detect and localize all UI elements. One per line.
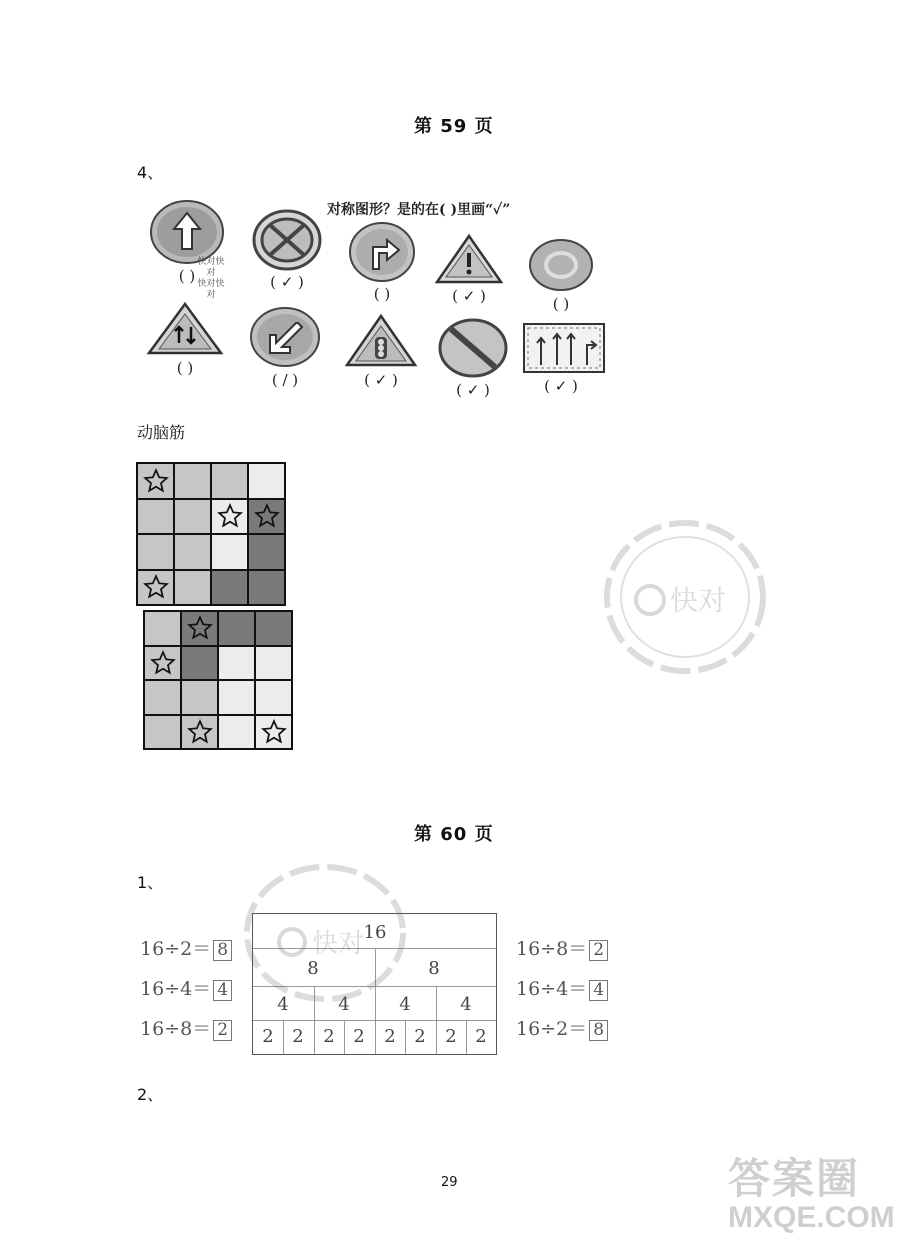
sign-answer: ( )	[178, 267, 196, 285]
grid-cell	[256, 647, 291, 680]
grid-cell	[145, 681, 180, 714]
sign-watermark-text: 快对快对 快对快对	[197, 257, 225, 300]
sign-answer: ( )	[552, 295, 570, 313]
grid-cell	[182, 647, 217, 680]
grid-cell	[138, 571, 173, 605]
star-icon	[143, 468, 169, 494]
site-watermark-top: 答案圈	[728, 1154, 861, 1203]
grid-cell	[145, 647, 180, 680]
stamp-text: 快对	[312, 929, 365, 959]
sign-answer: ( ✓ )	[364, 371, 398, 389]
sign-diagonal-arrow	[245, 305, 325, 393]
lane-direction-sign-icon	[521, 321, 607, 375]
sign-roundabout	[521, 237, 601, 317]
sign-lanes	[521, 321, 601, 399]
sign-straight-arrow	[147, 199, 227, 300]
tree-value: 4	[277, 994, 289, 1015]
grid-cell	[145, 612, 180, 645]
star-icon	[187, 719, 213, 745]
sign-two-way	[145, 301, 225, 381]
grid-cell	[212, 571, 247, 605]
page-60-heading: 第 60 页	[414, 824, 494, 845]
sign-answer: ( ✓ )	[452, 287, 486, 305]
sign-answer: ( ✓ )	[456, 381, 490, 399]
sign-answer: ( )	[373, 285, 391, 303]
warning-triangle-sign-icon	[434, 233, 504, 285]
sign-no-stopping	[247, 209, 327, 295]
question-2-label: 2、	[137, 1085, 164, 1104]
grid-cell	[182, 681, 217, 714]
grid-cell	[212, 500, 247, 534]
tree-value: 2	[475, 1026, 487, 1047]
roundabout-sign-icon	[527, 237, 595, 293]
kuaidui-stamp-watermark	[600, 512, 770, 682]
star-icon	[150, 650, 176, 676]
tree-value: 2	[414, 1026, 426, 1047]
question-1-label: 1、	[137, 873, 164, 892]
prohibition-sign-icon	[437, 317, 509, 379]
grid-cell	[219, 647, 254, 680]
question-4-label: 4、	[137, 163, 164, 182]
tree-value: 2	[445, 1026, 457, 1047]
brain-teaser-label: 动脑筋	[137, 423, 186, 442]
grid-cell	[256, 612, 291, 645]
sign-answer: ( ✓ )	[544, 377, 578, 395]
two-way-traffic-sign-icon	[146, 301, 224, 357]
tree-value: 2	[323, 1026, 335, 1047]
grid-cell	[138, 500, 173, 534]
right-equation: 16÷8＝ 2	[516, 934, 608, 961]
tree-value: 4	[338, 994, 350, 1015]
tree-value: 4	[460, 994, 472, 1015]
grid-cell	[219, 612, 254, 645]
grid-cell	[138, 535, 173, 569]
sign-answer: ( ✓ )	[270, 273, 304, 291]
tree-value: 2	[262, 1026, 274, 1047]
answer-box: 4	[213, 980, 232, 1001]
grid-cell	[249, 500, 284, 534]
sign-answer: ( )	[176, 359, 194, 377]
right-equation: 16÷4＝ 4	[516, 974, 608, 1001]
left-equation: 16÷2＝ 8	[140, 934, 232, 961]
no-stopping-sign-icon	[251, 209, 323, 271]
tree-value: 4	[399, 994, 411, 1015]
grid-cell	[256, 681, 291, 714]
answer-box: 2	[589, 940, 608, 961]
kuaidui-stamp-watermark-2	[240, 858, 410, 1008]
grid-cell	[182, 612, 217, 645]
diagonal-arrow-sign-icon	[248, 305, 322, 369]
grid-cell	[212, 464, 247, 498]
answer-box: 4	[589, 980, 608, 1001]
grid-cell	[175, 500, 210, 534]
star-grid-2	[143, 610, 293, 750]
grid-cell	[138, 464, 173, 498]
left-equation: 16÷8＝ 2	[140, 1014, 232, 1041]
star-grid-1	[136, 462, 286, 606]
grid-cell	[212, 535, 247, 569]
grid-cell	[219, 681, 254, 714]
grid-cell	[249, 535, 284, 569]
grid-cell	[145, 716, 180, 749]
answer-box: 2	[213, 1020, 232, 1041]
grid-cell	[219, 716, 254, 749]
star-icon	[143, 574, 169, 600]
site-watermark	[728, 1156, 896, 1242]
tree-value: 8	[307, 958, 319, 979]
answer-box: 8	[213, 940, 232, 961]
site-watermark-bottom: MXQE.COM	[728, 1201, 895, 1234]
sign-warning	[429, 233, 509, 309]
grid-cell	[182, 716, 217, 749]
tree-value: 8	[428, 958, 440, 979]
tree-value: 2	[292, 1026, 304, 1047]
sign-turn-right	[342, 221, 422, 307]
sign-prohibition	[433, 317, 513, 403]
page-59-heading: 第 59 页	[414, 116, 494, 137]
sign-answer: ( / )	[271, 371, 299, 389]
grid-cell	[175, 464, 210, 498]
grid-cell	[249, 464, 284, 498]
turn-right-sign-icon	[347, 221, 417, 283]
sign-traffic-light	[341, 313, 421, 393]
stamp-text: 快对	[670, 584, 727, 617]
grid-cell	[249, 571, 284, 605]
star-icon	[261, 719, 287, 745]
left-equation: 16÷4＝ 4	[140, 974, 232, 1001]
tree-value: 2	[353, 1026, 365, 1047]
grid-cell	[175, 535, 210, 569]
star-icon	[187, 615, 213, 641]
straight-arrow-sign-icon	[148, 199, 226, 265]
star-icon	[254, 503, 280, 529]
answer-box: 8	[589, 1020, 608, 1041]
tree-value: 2	[384, 1026, 396, 1047]
page-number: 29	[441, 1175, 458, 1190]
star-icon	[217, 503, 243, 529]
tree-value: 16	[363, 922, 387, 943]
grid-cell	[175, 571, 210, 605]
question-4-prompt: 对称图形？是的在( )里画“✓”	[327, 202, 511, 218]
traffic-light-sign-icon	[344, 313, 418, 369]
traffic-signs-panel	[137, 193, 622, 398]
grid-cell	[256, 716, 291, 749]
right-equation: 16÷2＝ 8	[516, 1014, 608, 1041]
